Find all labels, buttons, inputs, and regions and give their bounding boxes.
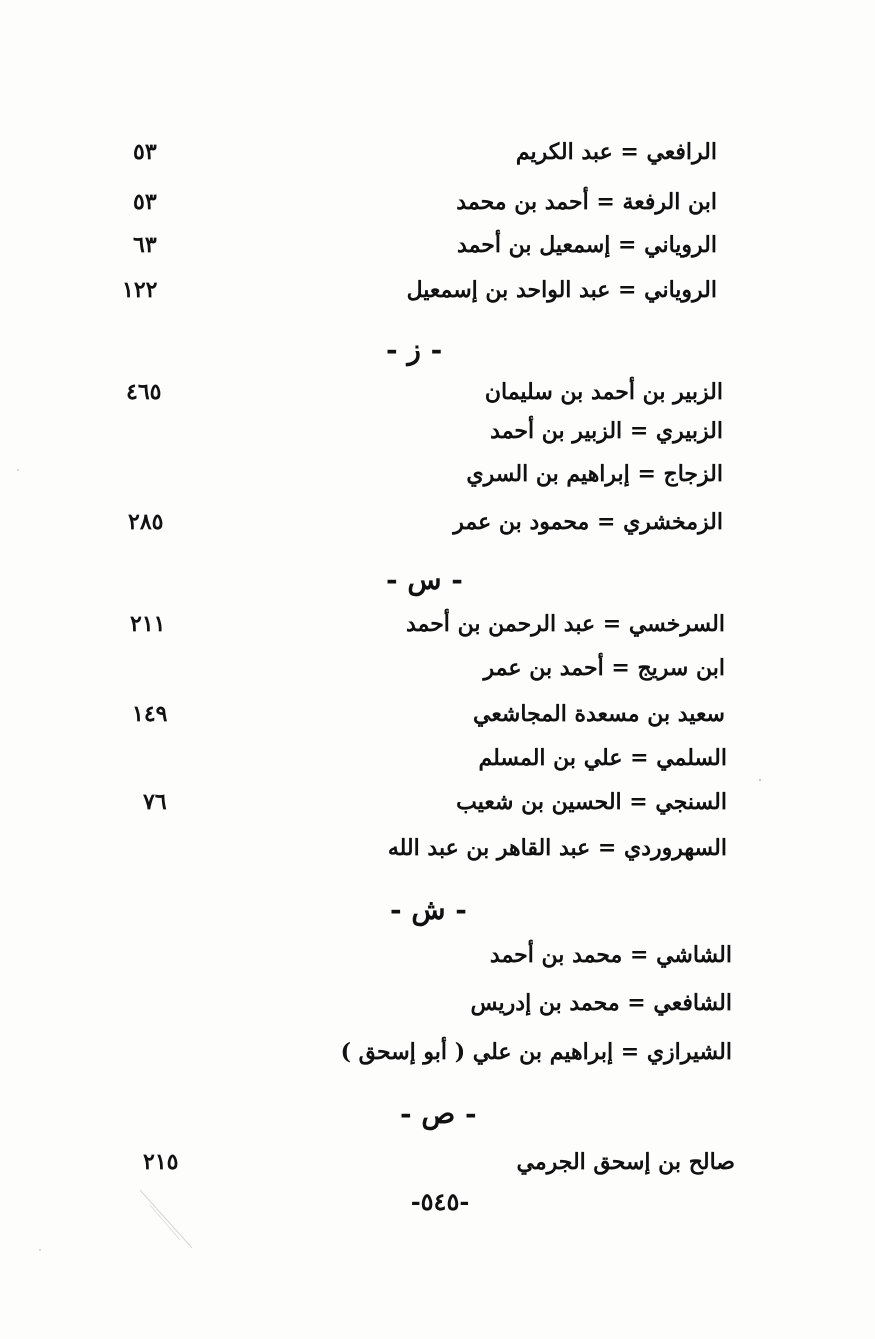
entry-page-ref: ٤٦٥ (126, 379, 162, 405)
entry-name: الزبيري = الزبير بن أحمد (490, 418, 723, 444)
index-entry (0, 782, 875, 822)
letter-heading-label: - ز - (386, 333, 443, 366)
index-entry (0, 738, 875, 778)
entry-name: صالح بن إسحق الجرمي (516, 1149, 735, 1175)
entry-page-ref: ٢١٥ (143, 1149, 179, 1175)
entry-name: الرافعي = عبد الكريم (515, 139, 717, 165)
index-entry (0, 1032, 875, 1072)
letter-heading-label: - س - (386, 563, 463, 596)
entry-name: ابن الرفعة = أحمد بن محمد (456, 189, 717, 215)
index-entry (0, 935, 875, 975)
entry-name: السلمي = علي بن المسلم (478, 745, 727, 771)
page-number: -٥٤٥- (410, 1187, 470, 1216)
index-entry (0, 604, 875, 644)
index-entry (0, 270, 875, 310)
entry-page-ref: ٦٣ (133, 232, 157, 258)
entry-name: الشافعي = محمد بن إدريس (470, 990, 732, 1016)
entry-name: السنجي = الحسين بن شعيب (456, 789, 727, 815)
entry-page-ref: ٥٣ (133, 139, 157, 165)
index-entry (0, 502, 875, 542)
index-entry (0, 182, 875, 222)
entry-name: الروياني = إسمعيل بن أحمد (457, 232, 717, 258)
entry-page-ref: ١٤٩ (132, 701, 168, 727)
entry-name: الشيرازي = إبراهيم بن علي ( أبو إسحق ) (340, 1039, 732, 1065)
index-entry (0, 1142, 875, 1182)
entry-page-ref: ٢١١ (130, 611, 166, 637)
entry-name: السهروردي = عبد القاهر بن عبد الله (387, 835, 727, 861)
entry-name: سعيد بن مسعدة المجاشعي (472, 701, 725, 727)
letter-heading-zay (0, 330, 875, 370)
letter-heading-sin (0, 560, 875, 600)
letter-heading-label: - ش - (390, 893, 467, 926)
entry-name: الروياني = عبد الواحد بن إسمعيل (406, 277, 717, 303)
entry-name: السرخسي = عبد الرحمن بن أحمد (405, 611, 725, 637)
index-entry (0, 372, 875, 412)
index-entry (0, 694, 875, 734)
entry-name: الشاشي = محمد بن أحمد (489, 942, 732, 968)
entry-page-ref: ٥٣ (133, 189, 157, 215)
entry-page-ref: ١٢٢ (122, 277, 158, 303)
entry-name: الزمخشري = محمود بن عمر (453, 509, 723, 535)
index-entry (0, 828, 875, 868)
letter-heading-shin (0, 890, 875, 930)
index-entry (0, 411, 875, 451)
entry-name: الزبير بن أحمد بن سليمان (484, 379, 723, 405)
letter-heading-label: - ص - (400, 1097, 477, 1130)
index-entry (0, 983, 875, 1023)
entry-page-ref: ٢٨٥ (128, 509, 164, 535)
index-entry (0, 454, 875, 494)
entry-page-ref: ٧٦ (143, 789, 167, 815)
index-entry (0, 225, 875, 265)
entry-name: الزجاج = إبراهيم بن السري (466, 461, 723, 487)
index-entry (0, 648, 875, 688)
letter-heading-sad (0, 1094, 875, 1134)
entry-name: ابن سريج = أحمد بن عمر (483, 655, 725, 681)
index-entry (0, 132, 875, 172)
